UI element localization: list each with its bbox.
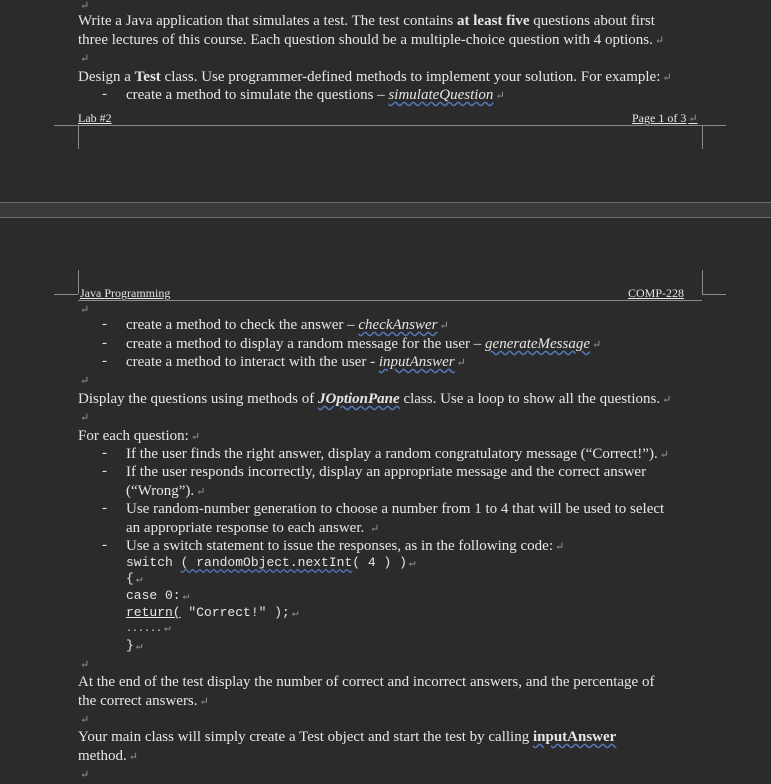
bullet-dash: - (102, 500, 107, 516)
code-line-case: case 0: ↵ (126, 588, 190, 603)
empty-paragraph-mark: ↵ (80, 659, 90, 671)
empty-paragraph-mark: ↵ (80, 0, 90, 12)
paragraph-main-line2: method. ↵ (78, 748, 138, 764)
list-item: create a method to display a random message for the user – generateMessage ↵ (126, 336, 602, 352)
code-line-return: return( "Correct!" ); ↵ (126, 605, 299, 620)
empty-paragraph-mark: ↵ (80, 304, 90, 316)
header-course-code: COMP-228 (628, 286, 685, 300)
footer-lab-label: Lab #2 (78, 111, 112, 125)
list-item: create a method to interact with the user - inputAnswer ↵ (126, 354, 466, 370)
list-item: create a method to simulate the questions – simulateQuestion ↵ (126, 87, 505, 103)
crop-mark (54, 294, 78, 295)
crop-mark (702, 294, 726, 295)
empty-paragraph-mark: ↵ (80, 375, 90, 387)
paragraph-foreach: For each question: ↵ (78, 428, 201, 444)
footer-page-number: Page 1 of 3 ↵ (632, 111, 698, 125)
paragraph-design: Design a Test class. Use programmer-defined methods to implement your solution. For example: ↵ (78, 69, 672, 85)
bullet-dash: - (102, 353, 107, 369)
code-line-switch: switch ( randomObject.nextInt( 4 ) ) ↵ (126, 555, 416, 570)
crop-mark (78, 125, 79, 149)
list-item: If the user responds incorrectly, display an appropriate message and the correct answer (126, 464, 647, 480)
crop-mark (702, 270, 703, 294)
empty-paragraph-mark: ↵ (80, 714, 90, 726)
bullet-dash: - (102, 316, 107, 332)
code-line-brace-close: } ↵ (126, 638, 143, 653)
footer-rule (78, 125, 702, 126)
empty-paragraph-mark: ↵ (80, 412, 90, 424)
paragraph-main-line1: Your main class will simply create a Test object and start the test by calling inputAnswer (78, 729, 617, 745)
empty-paragraph-mark: ↵ (80, 53, 90, 65)
page-edge (0, 217, 771, 218)
empty-paragraph-mark: ↵ (80, 769, 90, 781)
list-item-continuation: an appropriate response to each answer. ↵ (126, 520, 380, 536)
header-course-title: Java Programming (80, 286, 171, 300)
bullet-dash: - (102, 463, 107, 479)
list-item: If the user finds the right answer, display a random congratulatory message (“Correct!”). ↵ (126, 446, 669, 462)
bullet-dash: - (102, 537, 107, 553)
crop-mark (54, 125, 78, 126)
paragraph-intro-line2: three lectures of this course. Each question should be a multiple-choice question with 4 options. ↵ (78, 32, 665, 48)
page-gap (0, 203, 771, 217)
paragraph-end-line1: At the end of the test display the number of correct and incorrect answers, and the percentage of (78, 674, 655, 690)
bullet-dash: - (102, 445, 107, 461)
paragraph-display: Display the questions using methods of JOptionPane class. Use a loop to show all the questions. ↵ (78, 391, 672, 407)
crop-mark (702, 125, 703, 149)
paragraph-end-line2: the correct answers. ↵ (78, 693, 209, 709)
list-item: Use random-number generation to choose a number from 1 to 4 that will be used to select (126, 501, 665, 517)
bullet-dash: - (102, 335, 107, 351)
paragraph-intro-line1: Write a Java application that simulates a test. The test contains at least five questions about first (78, 13, 655, 29)
list-item: Use a switch statement to issue the responses, as in the following code: ↵ (126, 538, 565, 554)
header-rule (78, 300, 702, 301)
list-item: create a method to check the answer – checkAnswer ↵ (126, 317, 449, 333)
list-item-continuation: (“Wrong”). ↵ (126, 483, 206, 499)
crop-mark (702, 125, 726, 126)
bullet-dash: - (102, 86, 107, 102)
code-line-brace-open: { ↵ (126, 571, 143, 586)
crop-mark (78, 270, 79, 294)
code-line-ellipsis: ...... ↵ (126, 623, 171, 635)
